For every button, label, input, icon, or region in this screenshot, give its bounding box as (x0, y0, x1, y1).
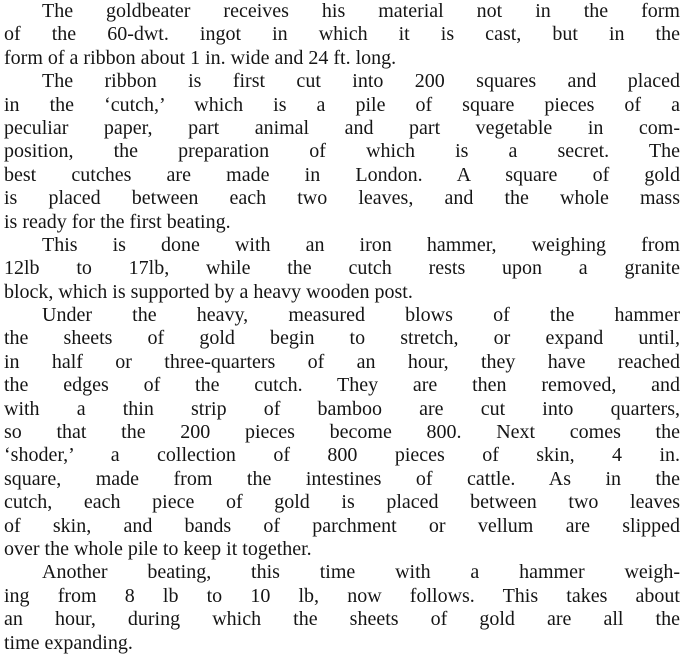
paragraph-3 (4, 234, 680, 304)
text-line: position, the preparation of which is a secret. The (4, 140, 680, 163)
text-line: form of a ribbon about 1 in. wide and 24 ft. long. (4, 46, 397, 69)
text-line: The ribbon is first cut into 200 squares and placed (42, 70, 680, 93)
text-line: The goldbeater receives his material not in the form (42, 0, 680, 22)
text-line: block, which is supported by a heavy wooden post. (4, 280, 413, 303)
text-line: in half or three-quarters of an hour, they have reached (4, 350, 680, 373)
text-line: is ready for the first beating. (4, 210, 231, 233)
text-line: best cutches are made in London. A square of gold (4, 163, 680, 186)
paragraph-1 (4, 0, 680, 70)
text-line: over the whole pile to keep it together. (4, 537, 312, 560)
text-line: cutch, each piece of gold is placed between two leaves (4, 491, 680, 514)
text-line: Another beating, this time with a hammer weigh- (42, 561, 680, 584)
text-line: in the ‘cutch,’ which is a pile of square pieces of a (4, 93, 680, 116)
text-line: ing from 8 lb to 10 lb, now follows. This takes about (4, 584, 680, 607)
text-line: ‘shoder,’ a collection of 800 pieces of skin, 4 in. (4, 444, 680, 467)
text-line: square, made from the intestines of cattle. As in the (4, 467, 680, 490)
paragraph-2 (4, 70, 680, 234)
text-line: an hour, during which the sheets of gold are all the (4, 608, 680, 631)
text-line: peculiar paper, part animal and part vegetable in com- (4, 116, 680, 139)
article-body (4, 0, 680, 655)
text-line: Under the heavy, measured blows of the hammer (42, 304, 680, 327)
text-line: the sheets of gold begin to stretch, or expand until, (4, 327, 680, 350)
text-line: is placed between each two leaves, and the whole mass (4, 187, 680, 210)
text-line: time expanding. (4, 631, 133, 654)
text-line: with a thin strip of bamboo are cut into quarters, (4, 397, 680, 420)
text-line: 12lb to 17lb, while the cutch rests upon a granite (4, 257, 680, 280)
paragraph-5 (4, 561, 680, 655)
text-line: the edges of the cutch. They are then removed, and (4, 374, 680, 397)
text-line: This is done with an iron hammer, weighing from (42, 233, 680, 256)
text-line: of the 60-dwt. ingot in which it is cast, but in the (4, 23, 680, 46)
paragraph-4 (4, 304, 680, 561)
text-line: so that the 200 pieces become 800. Next comes the (4, 421, 680, 444)
text-line: of skin, and bands of parchment or vellum are slipped (4, 514, 680, 537)
